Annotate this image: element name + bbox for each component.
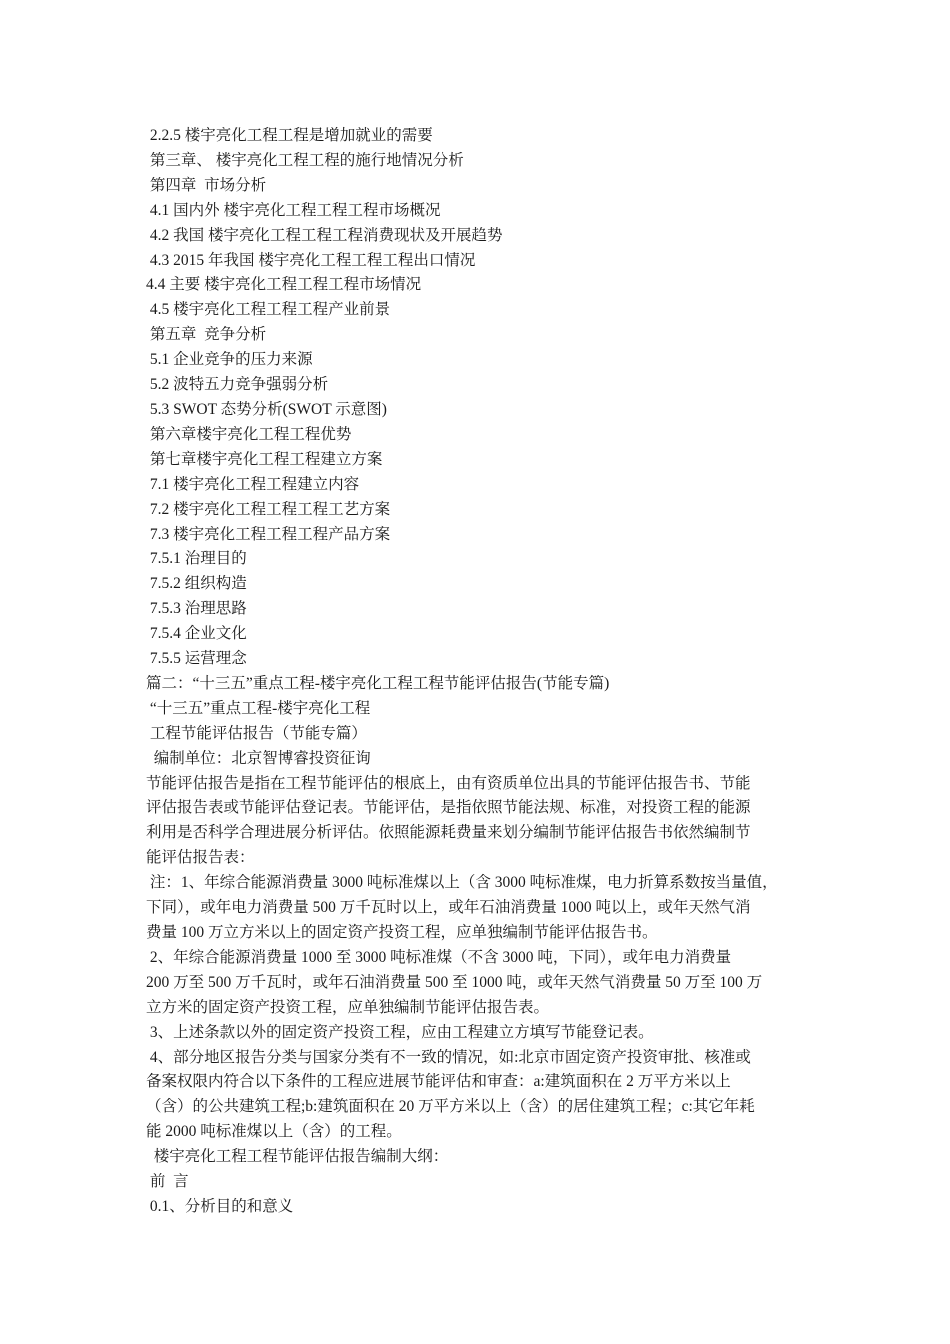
paragraph-line: 能评估报告表： — [146, 849, 255, 867]
compiler-line: 编制单位：北京智博睿投资征询 — [146, 749, 371, 767]
note-paragraph — [146, 1021, 814, 1046]
toc-line: 7.1 楼宇亮化工程工程建立内容 — [146, 475, 360, 493]
note-paragraph — [146, 1046, 814, 1146]
toc-line: 5.1 企业竞争的压力来源 — [146, 351, 313, 369]
body-paragraph — [146, 772, 814, 872]
toc-line: 7.5.1 治理目的 — [146, 550, 247, 568]
toc-line: 7.5.4 企业文化 — [146, 625, 247, 643]
toc-line: 7.2 楼宇亮化工程工程工程工艺方案 — [146, 500, 391, 518]
toc-line: 4.2 我国 楼宇亮化工程工程工程消费现状及开展趋势 — [146, 226, 503, 244]
paragraph-line: 能 2000 吨标准煤以上（含）的工程。 — [146, 1123, 402, 1141]
toc-line: 4.3 2015 年我国 楼宇亮化工程工程工程出口情况 — [146, 251, 476, 269]
section-title: 篇二：“十三五”重点工程-楼宇亮化工程工程节能评估报告(节能专篇) — [146, 674, 610, 692]
note-paragraph — [146, 871, 814, 946]
paragraph-line: 4、部分地区报告分类与国家分类有不一致的情况，如:北京市固定资产投资审批、核准或 — [146, 1048, 751, 1066]
paragraph-line: 备案权限内符合以下条件的工程应进展节能评估和审查：a:建筑面积在 2 万平方米以上 — [146, 1073, 731, 1091]
toc-line: 7.5.5 运营理念 — [146, 650, 247, 668]
paragraph-line: 200 万至 500 万千瓦时，或年石油消费量 500 至 1000 吨，或年天然气消费量 50 万至 100 万 — [146, 973, 763, 991]
paragraph-line: （含）的公共建筑工程;b:建筑面积在 20 万平方米以上（含）的居住建筑工程；c:其它年耗 — [146, 1098, 755, 1116]
paragraph-line: 立方米的固定资产投资工程，应单独编制节能评估报告表。 — [146, 998, 550, 1016]
paragraph-line: 费量 100 万立方米以上的固定资产投资工程，应单独编制节能评估报告书。 — [146, 924, 658, 941]
chapter-heading: 第四章 市场分析 — [146, 176, 267, 194]
document-body — [146, 124, 814, 1220]
chapter-heading: 前 言 — [146, 1173, 189, 1191]
report-subtitle: 工程节能评估报告（节能专篇） — [146, 724, 367, 742]
toc-line: 2.2.5 楼宇亮化工程工程是增加就业的需要 — [146, 127, 433, 144]
paragraph-line: 2、年综合能源消费量 1000 至 3000 吨标准煤（不含 3000 吨，下同），或年电力消费量 — [146, 948, 732, 966]
chapter-heading: 第七章楼宇亮化工程工程建立方案 — [146, 450, 383, 468]
toc-line: 0.1、分析目的和意义 — [146, 1197, 294, 1215]
toc-line: 5.2 波特五力竞争强弱分析 — [146, 376, 329, 394]
toc-line: 7.5.3 治理思路 — [146, 600, 247, 618]
outline-heading: 楼宇亮化工程工程节能评估报告编制大纲： — [146, 1148, 449, 1166]
chapter-heading: 第六章楼宇亮化工程工程优势 — [146, 425, 352, 443]
chapter-heading: 第五章 竞争分析 — [146, 326, 267, 344]
paragraph-line: 利用是否科学合理进展分析评估。依照能源耗费量来划分编制节能评估报告书依然编制节 — [146, 824, 751, 842]
report-title: “十三五”重点工程-楼宇亮化工程 — [146, 699, 371, 717]
toc-line: 4.5 楼宇亮化工程工程工程产业前景 — [146, 301, 391, 319]
toc-line: 4.1 国内外 楼宇亮化工程工程工程市场概况 — [146, 201, 441, 219]
chapter-heading: 第三章、 楼宇亮化工程工程的施行地情况分析 — [146, 151, 464, 169]
toc-line: 4.4 主要 楼宇亮化工程工程工程市场情况 — [146, 276, 422, 294]
paragraph-line: 下同），或年电力消费量 500 万千瓦时以上，或年石油消费量 1000 吨以上，或年天然气消 — [146, 899, 751, 917]
paragraph-line: 节能评估报告是指在工程节能评估的根底上，由有资质单位出具的节能评估报告书、节能 — [146, 774, 751, 792]
paragraph-line: 3、上述条款以外的固定资产投资工程，应由工程建立方填写节能登记表。 — [146, 1023, 654, 1041]
toc-line: 5.3 SWOT 态势分析(SWOT 示意图) — [146, 400, 387, 418]
paragraph-line: 评估报告表或节能评估登记表。节能评估，是指依照节能法规、标准，对投资工程的能源 — [146, 799, 751, 817]
toc-line: 7.3 楼宇亮化工程工程工程产品方案 — [146, 525, 391, 543]
toc-line: 7.5.2 组织构造 — [146, 575, 247, 593]
paragraph-line: 注：1、年综合能源消费量 3000 吨标准煤以上（含 3000 吨标准煤，电力折算系数按当量值， — [146, 874, 778, 892]
note-paragraph — [146, 946, 814, 1021]
